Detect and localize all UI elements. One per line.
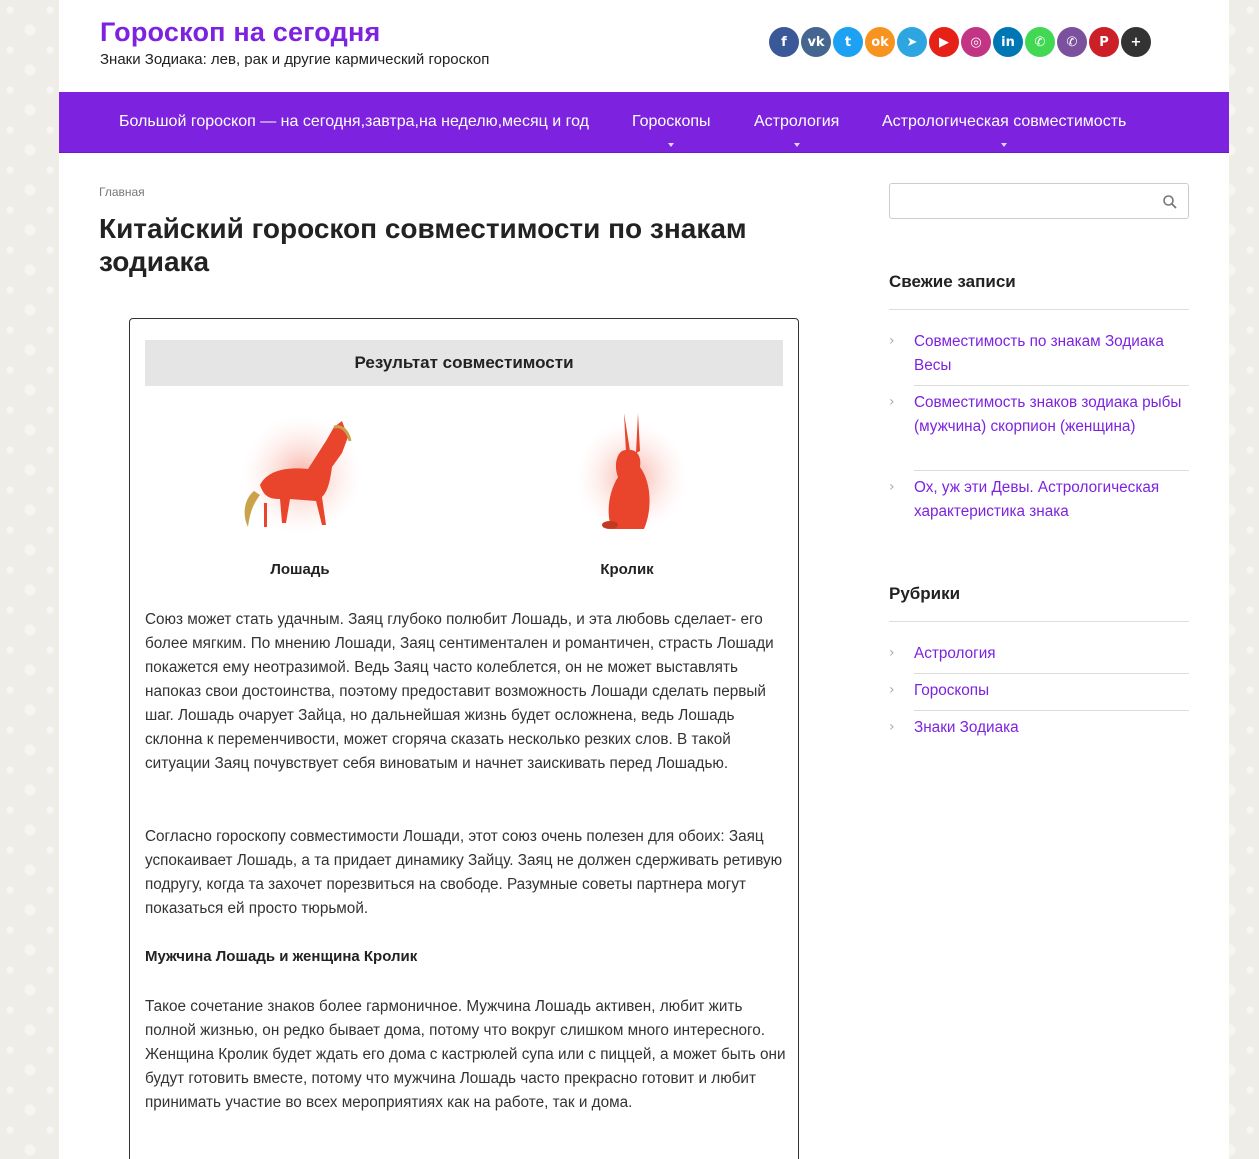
chevron-right-icon: › <box>889 394 895 410</box>
main-nav <box>59 92 1229 153</box>
caret-down-icon <box>794 143 800 147</box>
odnoklassniki-icon[interactable]: ok <box>865 27 895 57</box>
search-icon[interactable] <box>1162 194 1178 210</box>
recent-posts-title: Свежие записи <box>889 272 1016 291</box>
categories-title: Рубрики <box>889 584 961 603</box>
recent-post-link[interactable]: Ох, уж эти Девы. Астрологическая характеристика знака <box>914 479 1160 520</box>
chevron-right-icon: › <box>889 719 895 735</box>
vk-icon[interactable]: vk <box>801 27 831 57</box>
nav-item-label: Большой гороскоп — на сегодня,завтра,на неделю,месяц и год <box>119 113 589 130</box>
text-paragraph: Согласно гороскопу совместимости Лошади, этот союз очень полезен для обоих: Заяц успокаивает Лошадь, а та придает динамику Зайцу. Заяц не должен сдерживать ретивую подругу, когда та захочет порезвиться на свободе. Разумные советы партнера могут показаться ей просто тюрьмой. <box>145 828 783 917</box>
nav-item-horoscopes[interactable] <box>632 92 711 153</box>
breadcrumb[interactable]: Главная <box>99 185 145 199</box>
chevron-right-icon: › <box>889 479 895 495</box>
chevron-right-icon: › <box>889 645 895 661</box>
nav-item-big-horoscope[interactable] <box>119 92 589 153</box>
recent-post-link[interactable]: Совместимость знаков зодиака рыбы (мужчина) скорпион (женщина) <box>914 394 1182 435</box>
site-description: Знаки Зодиака: лев, рак и другие кармический гороскоп <box>100 51 490 68</box>
youtube-icon[interactable]: ▶ <box>929 27 959 57</box>
widget-divider <box>889 309 1189 310</box>
category-link[interactable]: Знаки Зодиака <box>914 719 1019 736</box>
nav-item-compatibility[interactable] <box>882 92 1126 153</box>
page-title: Китайский гороскоп совместимости по знакам зодиака <box>99 213 747 277</box>
site-header <box>59 0 1229 92</box>
caret-down-icon <box>1001 143 1007 147</box>
animal-right-name: Кролик <box>600 561 654 578</box>
section-subheading: Мужчина Лошадь и женщина Кролик <box>145 948 418 965</box>
list-divider <box>914 470 1189 471</box>
category-link[interactable]: Астрология <box>914 645 996 662</box>
list-divider <box>914 710 1189 711</box>
nav-item-label: Астрология <box>754 113 840 130</box>
site-title[interactable]: Гороскоп на сегодня <box>100 17 381 47</box>
instagram-icon[interactable]: ◎ <box>961 27 991 57</box>
chevron-right-icon: › <box>889 682 895 698</box>
result-heading: Результат совместимости <box>145 340 783 386</box>
text-paragraph: Союз может стать удачным. Заяц глубоко полюбит Лошадь, и эта любовь сделает- его более мягким. По мнению Лошади, Заяц сентиментален и романтичен, страсть Лошади покажется ему неотразимой. Ведь Заяц часто колеблется, он не может выставлять напоказ свои достоинства, поэтому предоставит возможность Лошади сделать первый шаг. Лошадь очарует Зайца, но дальнейшая жизнь будет осложнена, ведь Лошадь склонна к переменчивости, может сгоряча сказать несколько резких слов. В такой ситуации Заяц почувствует себя виноватым и начнет заискивать перед Лошадью. <box>145 611 774 772</box>
nav-item-astrology[interactable] <box>754 92 839 153</box>
pinterest-icon[interactable]: P <box>1089 27 1119 57</box>
list-divider <box>914 385 1189 386</box>
list-divider <box>914 673 1189 674</box>
social-icons <box>769 27 1151 57</box>
compatibility-result-box <box>129 318 799 1159</box>
facebook-icon[interactable]: f <box>769 27 799 57</box>
more-icon[interactable]: + <box>1121 27 1151 57</box>
nav-item-label: Гороскопы <box>632 113 711 130</box>
nav-item-label: Астрологическая совместимость <box>882 113 1127 130</box>
search-field[interactable] <box>889 183 1189 219</box>
search-input[interactable] <box>890 184 1150 218</box>
horse-image <box>230 407 370 547</box>
widget-divider <box>889 621 1189 622</box>
whatsapp-icon[interactable]: ✆ <box>1025 27 1055 57</box>
twitter-icon[interactable]: t <box>833 27 863 57</box>
linkedin-icon[interactable]: in <box>993 27 1023 57</box>
site-container <box>59 0 1229 1159</box>
chevron-right-icon: › <box>889 333 895 349</box>
animal-left-name: Лошадь <box>270 561 330 578</box>
text-paragraph: Такое сочетание знаков более гармоничное. Мужчина Лошадь активен, любит жить полной жизнью, он редко бывает дома, потому что вокруг слишком много интересного. Женщина Кролик будет ждать его дома с кастрюлей супа или с пиццей, а может быть они будут готовить вместе, потому что мужчина Лошадь часто прекрасно готовит и любит принимать участие во всех мероприятиях как на работе, так и дома. <box>145 998 786 1111</box>
recent-post-link[interactable]: Совместимость по знакам Зодиака Весы <box>914 333 1164 374</box>
telegram-icon[interactable]: ➤ <box>897 27 927 57</box>
caret-down-icon <box>668 143 674 147</box>
category-link[interactable]: Гороскопы <box>914 682 990 699</box>
rabbit-image <box>560 407 700 547</box>
viber-icon[interactable]: ✆ <box>1057 27 1087 57</box>
